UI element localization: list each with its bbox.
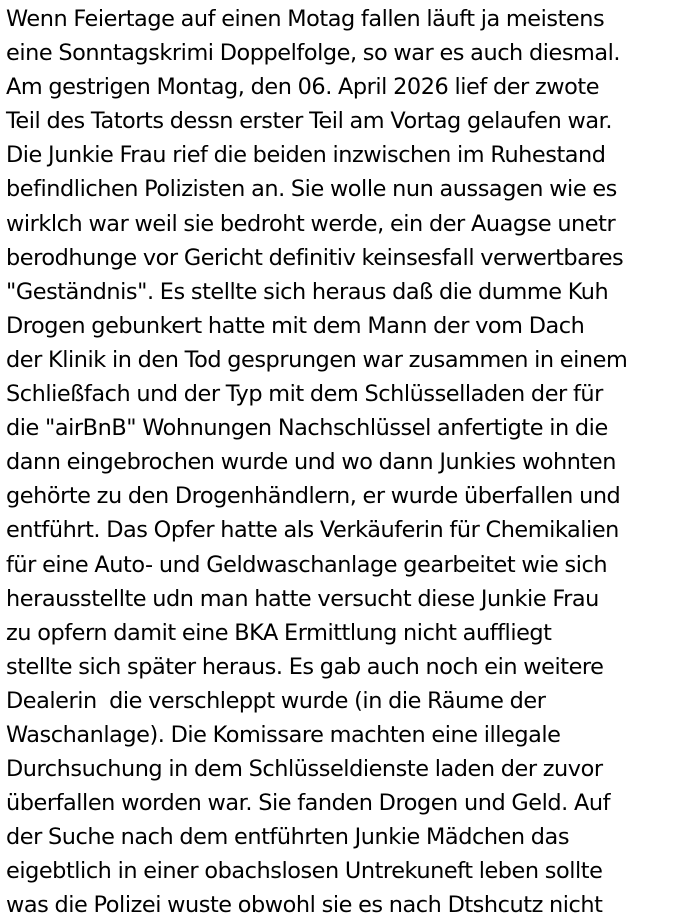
text-line: was die Polizei wuste obwohl sie es nach Dtshcutz nicht <box>6 892 603 919</box>
text-line: Schließfach und der Typ mit dem Schlüsselladen der für <box>6 381 603 408</box>
text-line: der Suche nach dem entführten Junkie Mädchen das <box>6 824 570 851</box>
text-line: stellte sich später heraus. Es gab auch noch ein weitere <box>6 653 604 680</box>
text-line: die "airBnB" Wohnungen Nachschlüssel anfertigte in die <box>6 415 608 442</box>
text-line: berodhunge vor Gericht definitiv keinsesfall verwertbares <box>6 244 624 271</box>
text-line: eigebtlich in einer obachslosen Untrekuneft leben sollte <box>6 858 603 885</box>
text-line: für eine Auto- und Geldwaschanlage gearbeitet wie sich <box>6 551 608 578</box>
text-line: dann eingebrochen wurde und wo dann Junkies wohnten <box>6 449 616 476</box>
text-line: befindlichen Polizisten an. Sie wolle nun aussagen wie es <box>6 176 617 203</box>
text-line: gehörte zu den Drogenhändlern, er wurde überfallen und <box>6 483 621 510</box>
text-line: entführt. Das Opfer hatte als Verkäuferin für Chemikalien <box>6 517 619 544</box>
text-line: der Klinik in den Tod gesprungen war zusammen in einem <box>6 346 628 373</box>
document-text <box>6 2 684 920</box>
text-line: eine Sonntagskrimi Doppelfolge, so war es auch diesmal. <box>6 40 621 67</box>
text-line: Wenn Feiertage auf einen Motag fallen läuft ja meistens <box>6 6 605 32</box>
text-line: Die Junkie Frau rief die beiden inzwischen im Ruhestand <box>6 142 606 169</box>
text-line: überfallen worden war. Sie fanden Drogen und Geld. Auf <box>6 790 611 817</box>
text-line: Drogen gebunkert hatte mit dem Mann der vom Dach <box>6 312 585 339</box>
text-line: herausstellte udn man hatte versucht diese Junkie Frau <box>6 585 599 612</box>
text-line: wirklch war weil sie bedroht werde, ein der Auagse unetr <box>6 210 616 237</box>
text-line: Dealerin die verschleppt wurde (in die Räume der <box>6 687 546 714</box>
text-line: Durchsuchung in dem Schlüsseldienste laden der zuvor <box>6 756 603 783</box>
text-line: Am gestrigen Montag, den 06. April 2026 lief der zwote <box>6 74 600 101</box>
text-line: Teil des Tatorts dessn erster Teil am Vortag gelaufen war. <box>6 108 613 135</box>
text-line: zu opfern damit eine BKA Ermittlung nicht auffliegt <box>6 619 552 646</box>
text-line: Waschanlage). Die Komissare machten eine illegale <box>6 721 561 748</box>
text-line: "Geständnis". Es stellte sich heraus daß die dumme Kuh <box>6 278 609 305</box>
